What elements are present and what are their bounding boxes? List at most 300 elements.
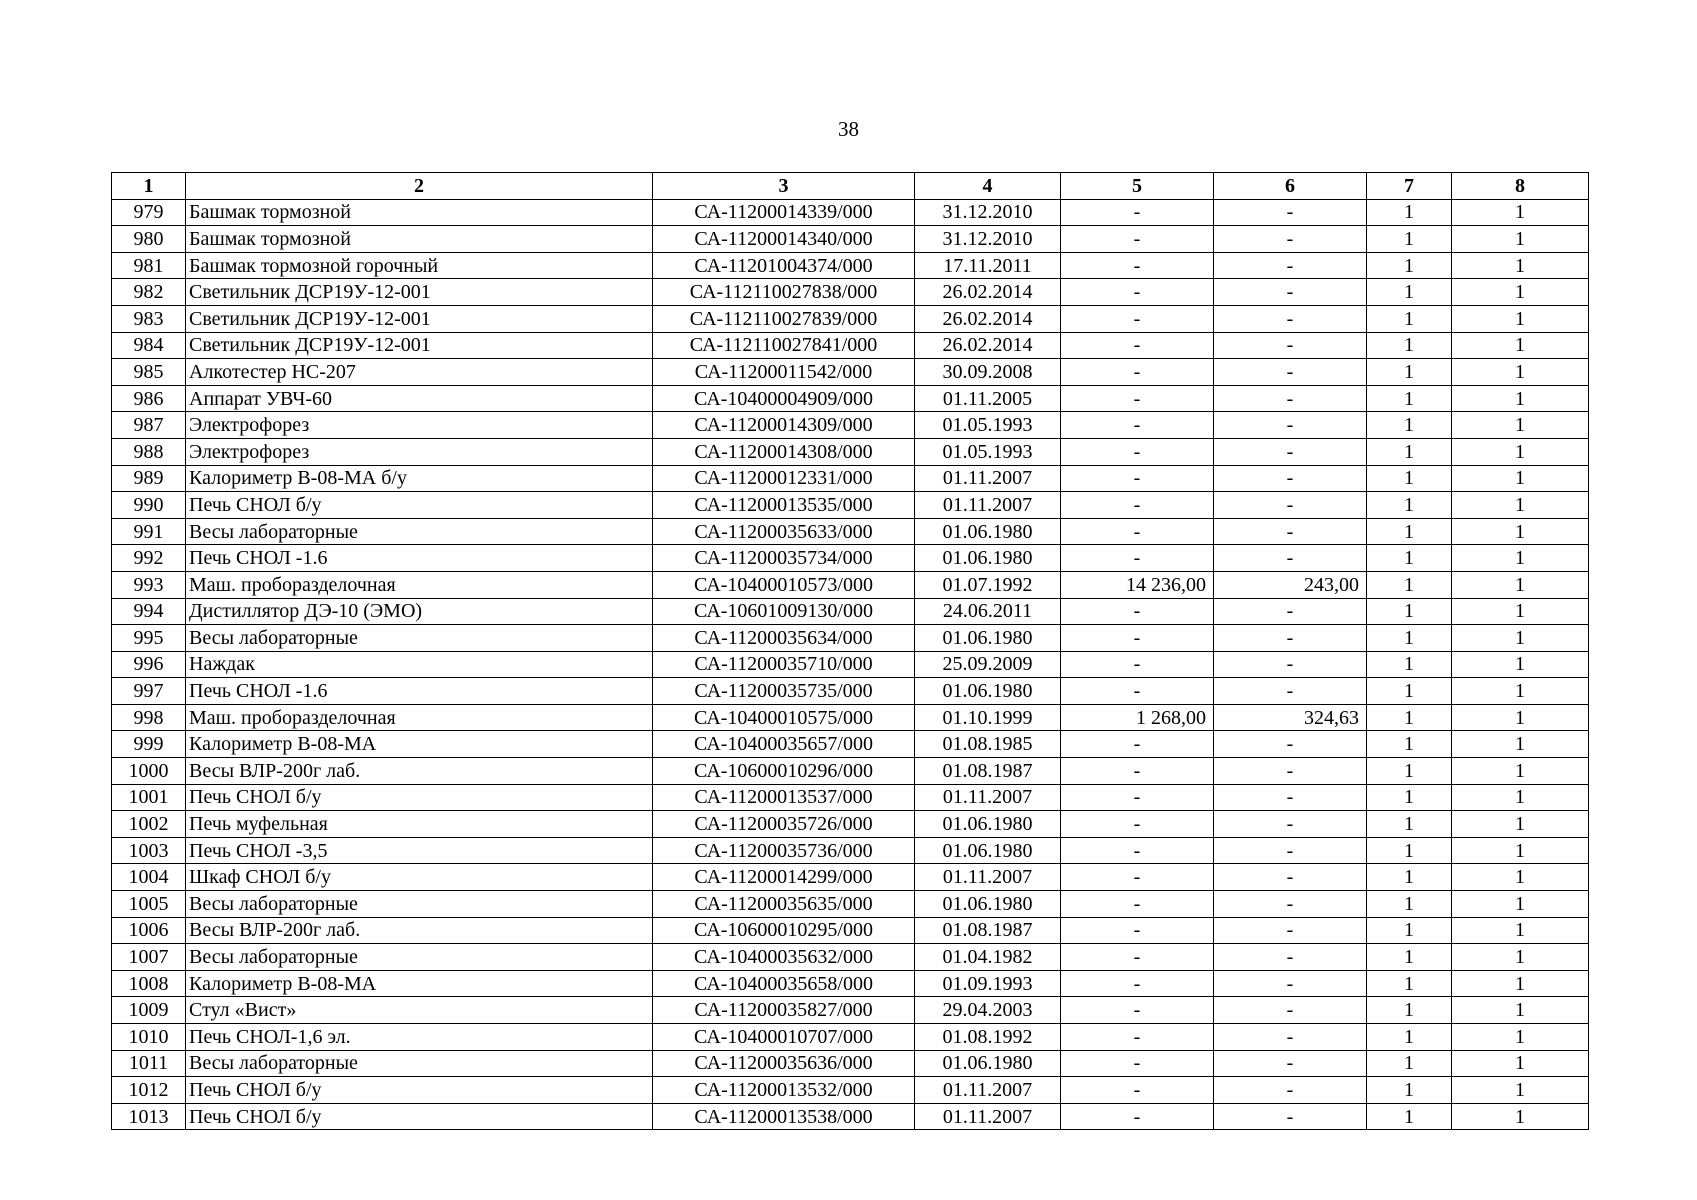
inventory-code-cell: СА-10400035658/000 [653, 970, 915, 997]
inventory-code-cell: СА-11200035734/000 [653, 545, 915, 572]
date-cell: 01.06.1980 [915, 545, 1061, 572]
value-cell: - [1214, 1024, 1367, 1051]
item-name-cell: Маш. проборазделочная [186, 704, 653, 731]
date-cell: 26.02.2014 [915, 332, 1061, 359]
table-row [112, 545, 1589, 572]
value-cell: - [1214, 545, 1367, 572]
value-cell: - [1214, 279, 1367, 306]
quantity-cell: 1 [1367, 571, 1452, 598]
table-row [112, 1024, 1589, 1051]
value-cell: - [1214, 651, 1367, 678]
item-name-cell: Печь СНОЛ -3,5 [186, 837, 653, 864]
quantity-cell: 1 [1452, 731, 1589, 758]
date-cell: 01.11.2007 [915, 1077, 1061, 1104]
date-cell: 30.09.2008 [915, 359, 1061, 386]
table-row [112, 651, 1589, 678]
row-number-cell: 992 [112, 545, 186, 572]
item-name-cell: Весы лабораторные [186, 891, 653, 918]
value-cell: - [1061, 199, 1214, 226]
date-cell: 31.12.2010 [915, 226, 1061, 253]
item-name-cell: Весы лабораторные [186, 1050, 653, 1077]
value-cell: - [1061, 438, 1214, 465]
item-name-cell: Калориметр В-08-МА б/у [186, 465, 653, 492]
quantity-cell: 1 [1367, 970, 1452, 997]
quantity-cell: 1 [1452, 332, 1589, 359]
item-name-cell: Светильник ДСР19У-12-001 [186, 332, 653, 359]
inventory-code-cell: СА-11200035710/000 [653, 651, 915, 678]
date-cell: 01.10.1999 [915, 704, 1061, 731]
item-name-cell: Калориметр В-08-МА [186, 970, 653, 997]
quantity-cell: 1 [1367, 465, 1452, 492]
item-name-cell: Весы лабораторные [186, 944, 653, 971]
value-cell: - [1061, 864, 1214, 891]
inventory-code-cell: СА-10400004909/000 [653, 385, 915, 412]
row-number-cell: 985 [112, 359, 186, 386]
quantity-cell: 1 [1367, 678, 1452, 705]
quantity-cell: 1 [1367, 438, 1452, 465]
row-number-cell: 997 [112, 678, 186, 705]
value-cell: - [1214, 359, 1367, 386]
value-cell: - [1061, 917, 1214, 944]
table-row [112, 305, 1589, 332]
quantity-cell: 1 [1452, 385, 1589, 412]
row-number-cell: 1001 [112, 784, 186, 811]
table-row [112, 837, 1589, 864]
table-row [112, 385, 1589, 412]
quantity-cell: 1 [1367, 625, 1452, 652]
quantity-cell: 1 [1452, 359, 1589, 386]
quantity-cell: 1 [1367, 332, 1452, 359]
column-header: 3 [653, 173, 915, 200]
item-name-cell: Стул «Вист» [186, 997, 653, 1024]
table-row [112, 252, 1589, 279]
date-cell: 01.06.1980 [915, 518, 1061, 545]
value-cell: - [1061, 944, 1214, 971]
quantity-cell: 1 [1452, 465, 1589, 492]
date-cell: 01.05.1993 [915, 412, 1061, 439]
date-cell: 01.11.2007 [915, 1103, 1061, 1130]
value-cell: - [1061, 492, 1214, 519]
row-number-cell: 1005 [112, 891, 186, 918]
quantity-cell: 1 [1452, 492, 1589, 519]
row-number-cell: 979 [112, 199, 186, 226]
row-number-cell: 990 [112, 492, 186, 519]
table-row [112, 412, 1589, 439]
inventory-code-cell: СА-11200011542/000 [653, 359, 915, 386]
quantity-cell: 1 [1367, 837, 1452, 864]
row-number-cell: 1002 [112, 811, 186, 838]
value-cell: - [1214, 678, 1367, 705]
date-cell: 01.08.1987 [915, 758, 1061, 785]
item-name-cell: Весы лабораторные [186, 518, 653, 545]
value-cell: - [1061, 1024, 1214, 1051]
value-cell: - [1061, 1103, 1214, 1130]
date-cell: 01.06.1980 [915, 678, 1061, 705]
inventory-code-cell: СА-10400010573/000 [653, 571, 915, 598]
inventory-code-cell: СА-11200014340/000 [653, 226, 915, 253]
quantity-cell: 1 [1367, 252, 1452, 279]
inventory-code-cell: СА-10400010707/000 [653, 1024, 915, 1051]
row-number-cell: 994 [112, 598, 186, 625]
value-cell: - [1061, 997, 1214, 1024]
quantity-cell: 1 [1452, 305, 1589, 332]
date-cell: 01.08.1987 [915, 917, 1061, 944]
quantity-cell: 1 [1367, 891, 1452, 918]
column-header: 7 [1367, 173, 1452, 200]
column-header: 2 [186, 173, 653, 200]
table-header-row [112, 173, 1589, 200]
table-row [112, 332, 1589, 359]
value-cell: - [1061, 784, 1214, 811]
date-cell: 01.09.1993 [915, 970, 1061, 997]
inventory-table [111, 172, 1589, 1130]
table-row [112, 784, 1589, 811]
date-cell: 01.06.1980 [915, 1050, 1061, 1077]
row-number-cell: 998 [112, 704, 186, 731]
quantity-cell: 1 [1452, 199, 1589, 226]
table-row [112, 970, 1589, 997]
quantity-cell: 1 [1452, 518, 1589, 545]
quantity-cell: 1 [1367, 1077, 1452, 1104]
value-cell: - [1061, 811, 1214, 838]
inventory-code-cell: СА-11201004374/000 [653, 252, 915, 279]
item-name-cell: Печь СНОЛ-1,6 эл. [186, 1024, 653, 1051]
date-cell: 01.06.1980 [915, 837, 1061, 864]
value-cell: - [1061, 518, 1214, 545]
row-number-cell: 1000 [112, 758, 186, 785]
value-cell: - [1061, 1077, 1214, 1104]
item-name-cell: Наждак [186, 651, 653, 678]
date-cell: 01.11.2007 [915, 465, 1061, 492]
value-cell: - [1214, 385, 1367, 412]
value-cell: - [1214, 492, 1367, 519]
value-cell: - [1214, 970, 1367, 997]
value-cell: - [1214, 332, 1367, 359]
inventory-code-cell: СА-112110027841/000 [653, 332, 915, 359]
value-cell: - [1061, 625, 1214, 652]
quantity-cell: 1 [1367, 1024, 1452, 1051]
date-cell: 01.11.2007 [915, 864, 1061, 891]
date-cell: 01.06.1980 [915, 811, 1061, 838]
date-cell: 01.11.2007 [915, 784, 1061, 811]
value-cell: - [1214, 944, 1367, 971]
value-cell: - [1214, 1103, 1367, 1130]
date-cell: 17.11.2011 [915, 252, 1061, 279]
quantity-cell: 1 [1367, 1103, 1452, 1130]
quantity-cell: 1 [1367, 811, 1452, 838]
date-cell: 01.06.1980 [915, 625, 1061, 652]
row-number-cell: 986 [112, 385, 186, 412]
inventory-code-cell: СА-11200013537/000 [653, 784, 915, 811]
quantity-cell: 1 [1367, 359, 1452, 386]
row-number-cell: 987 [112, 412, 186, 439]
row-number-cell: 1007 [112, 944, 186, 971]
item-name-cell: Печь муфельная [186, 811, 653, 838]
value-cell: - [1061, 305, 1214, 332]
row-number-cell: 984 [112, 332, 186, 359]
item-name-cell: Башмак тормозной горочный [186, 252, 653, 279]
value-cell: - [1214, 1050, 1367, 1077]
table-row [112, 864, 1589, 891]
table-row [112, 625, 1589, 652]
row-number-cell: 1003 [112, 837, 186, 864]
table-row [112, 226, 1589, 253]
table-row [112, 944, 1589, 971]
item-name-cell: Печь СНОЛ б/у [186, 1077, 653, 1104]
item-name-cell: Печь СНОЛ б/у [186, 784, 653, 811]
item-name-cell: Печь СНОЛ б/у [186, 1103, 653, 1130]
value-cell: - [1061, 385, 1214, 412]
quantity-cell: 1 [1452, 598, 1589, 625]
item-name-cell: Маш. проборазделочная [186, 571, 653, 598]
inventory-code-cell: СА-11200035726/000 [653, 811, 915, 838]
value-cell: - [1061, 545, 1214, 572]
value-cell: - [1061, 252, 1214, 279]
table-row [112, 598, 1589, 625]
row-number-cell: 991 [112, 518, 186, 545]
row-number-cell: 981 [112, 252, 186, 279]
inventory-code-cell: СА-11200013535/000 [653, 492, 915, 519]
quantity-cell: 1 [1367, 944, 1452, 971]
row-number-cell: 1011 [112, 1050, 186, 1077]
inventory-code-cell: СА-11200014309/000 [653, 412, 915, 439]
quantity-cell: 1 [1452, 917, 1589, 944]
value-cell: - [1214, 864, 1367, 891]
date-cell: 26.02.2014 [915, 279, 1061, 306]
inventory-code-cell: СА-112110027838/000 [653, 279, 915, 306]
inventory-code-cell: СА-10600010296/000 [653, 758, 915, 785]
quantity-cell: 1 [1367, 731, 1452, 758]
quantity-cell: 1 [1452, 545, 1589, 572]
table-row [112, 1050, 1589, 1077]
inventory-code-cell: СА-11200035827/000 [653, 997, 915, 1024]
column-header: 4 [915, 173, 1061, 200]
quantity-cell: 1 [1452, 970, 1589, 997]
value-cell: - [1061, 359, 1214, 386]
value-cell: 1 268,00 [1061, 704, 1214, 731]
inventory-code-cell: СА-10400035657/000 [653, 731, 915, 758]
value-cell: - [1061, 837, 1214, 864]
inventory-code-cell: СА-11200013538/000 [653, 1103, 915, 1130]
item-name-cell: Светильник ДСР19У-12-001 [186, 279, 653, 306]
quantity-cell: 1 [1367, 864, 1452, 891]
date-cell: 29.04.2003 [915, 997, 1061, 1024]
inventory-code-cell: СА-112110027839/000 [653, 305, 915, 332]
quantity-cell: 1 [1452, 758, 1589, 785]
row-number-cell: 999 [112, 731, 186, 758]
column-header: 5 [1061, 173, 1214, 200]
quantity-cell: 1 [1367, 545, 1452, 572]
value-cell: - [1061, 1050, 1214, 1077]
value-cell: - [1061, 731, 1214, 758]
table-row [112, 997, 1589, 1024]
quantity-cell: 1 [1452, 1024, 1589, 1051]
value-cell: - [1214, 811, 1367, 838]
table-row [112, 571, 1589, 598]
quantity-cell: 1 [1367, 704, 1452, 731]
table-row [112, 359, 1589, 386]
item-name-cell: Весы ВЛР-200г лаб. [186, 758, 653, 785]
date-cell: 31.12.2010 [915, 199, 1061, 226]
quantity-cell: 1 [1367, 997, 1452, 1024]
quantity-cell: 1 [1452, 1103, 1589, 1130]
row-number-cell: 1009 [112, 997, 186, 1024]
date-cell: 01.07.1992 [915, 571, 1061, 598]
inventory-code-cell: СА-11200035635/000 [653, 891, 915, 918]
value-cell: - [1061, 412, 1214, 439]
value-cell: - [1061, 970, 1214, 997]
row-number-cell: 1012 [112, 1077, 186, 1104]
value-cell: - [1214, 758, 1367, 785]
row-number-cell: 996 [112, 651, 186, 678]
row-number-cell: 989 [112, 465, 186, 492]
value-cell: 243,00 [1214, 571, 1367, 598]
value-cell: - [1214, 917, 1367, 944]
quantity-cell: 1 [1452, 811, 1589, 838]
inventory-code-cell: СА-11200035633/000 [653, 518, 915, 545]
value-cell: - [1061, 226, 1214, 253]
item-name-cell: Печь СНОЛ -1.6 [186, 678, 653, 705]
value-cell: - [1214, 837, 1367, 864]
quantity-cell: 1 [1367, 518, 1452, 545]
table-row [112, 1077, 1589, 1104]
quantity-cell: 1 [1452, 891, 1589, 918]
inventory-code-cell: СА-11200035634/000 [653, 625, 915, 652]
quantity-cell: 1 [1367, 1050, 1452, 1077]
table-row [112, 1103, 1589, 1130]
row-number-cell: 988 [112, 438, 186, 465]
value-cell: - [1061, 465, 1214, 492]
row-number-cell: 1010 [112, 1024, 186, 1051]
table-row [112, 465, 1589, 492]
table-row [112, 279, 1589, 306]
inventory-code-cell: СА-10601009130/000 [653, 598, 915, 625]
value-cell: - [1061, 279, 1214, 306]
table-row [112, 811, 1589, 838]
quantity-cell: 1 [1452, 438, 1589, 465]
quantity-cell: 1 [1367, 199, 1452, 226]
inventory-code-cell: СА-11200035735/000 [653, 678, 915, 705]
value-cell: - [1061, 678, 1214, 705]
row-number-cell: 983 [112, 305, 186, 332]
date-cell: 25.09.2009 [915, 651, 1061, 678]
row-number-cell: 1013 [112, 1103, 186, 1130]
table-row [112, 917, 1589, 944]
inventory-code-cell: СА-11200014339/000 [653, 199, 915, 226]
item-name-cell: Светильник ДСР19У-12-001 [186, 305, 653, 332]
row-number-cell: 980 [112, 226, 186, 253]
item-name-cell: Калориметр В-08-МА [186, 731, 653, 758]
date-cell: 01.05.1993 [915, 438, 1061, 465]
inventory-code-cell: СА-11200035736/000 [653, 837, 915, 864]
quantity-cell: 1 [1452, 279, 1589, 306]
table-row [112, 678, 1589, 705]
inventory-code-cell: СА-11200014299/000 [653, 864, 915, 891]
value-cell: - [1214, 518, 1367, 545]
quantity-cell: 1 [1452, 625, 1589, 652]
quantity-cell: 1 [1452, 704, 1589, 731]
row-number-cell: 1004 [112, 864, 186, 891]
table-row [112, 199, 1589, 226]
row-number-cell: 1008 [112, 970, 186, 997]
item-name-cell: Электрофорез [186, 412, 653, 439]
quantity-cell: 1 [1367, 492, 1452, 519]
value-cell: - [1214, 625, 1367, 652]
date-cell: 01.08.1992 [915, 1024, 1061, 1051]
quantity-cell: 1 [1367, 385, 1452, 412]
value-cell: - [1214, 1077, 1367, 1104]
value-cell: 14 236,00 [1061, 571, 1214, 598]
value-cell: - [1061, 332, 1214, 359]
value-cell: - [1214, 731, 1367, 758]
quantity-cell: 1 [1452, 997, 1589, 1024]
inventory-code-cell: СА-10400035632/000 [653, 944, 915, 971]
table-row [112, 518, 1589, 545]
item-name-cell: Алкотестер НС-207 [186, 359, 653, 386]
date-cell: 24.06.2011 [915, 598, 1061, 625]
table-row [112, 758, 1589, 785]
quantity-cell: 1 [1452, 864, 1589, 891]
item-name-cell: Дистиллятор ДЭ-10 (ЭМО) [186, 598, 653, 625]
value-cell: - [1214, 199, 1367, 226]
page-number: 38 [838, 117, 859, 141]
table-row [112, 731, 1589, 758]
quantity-cell: 1 [1452, 1050, 1589, 1077]
table-row [112, 492, 1589, 519]
value-cell: - [1214, 598, 1367, 625]
inventory-code-cell: СА-11200014308/000 [653, 438, 915, 465]
date-cell: 01.06.1980 [915, 891, 1061, 918]
item-name-cell: Весы ВЛР-200г лаб. [186, 917, 653, 944]
quantity-cell: 1 [1452, 252, 1589, 279]
item-name-cell: Электрофорез [186, 438, 653, 465]
table-row [112, 438, 1589, 465]
value-cell: - [1214, 997, 1367, 1024]
value-cell: - [1214, 226, 1367, 253]
date-cell: 26.02.2014 [915, 305, 1061, 332]
row-number-cell: 995 [112, 625, 186, 652]
quantity-cell: 1 [1367, 412, 1452, 439]
table-row [112, 891, 1589, 918]
quantity-cell: 1 [1452, 678, 1589, 705]
item-name-cell: Аппарат УВЧ-60 [186, 385, 653, 412]
row-number-cell: 982 [112, 279, 186, 306]
quantity-cell: 1 [1367, 917, 1452, 944]
value-cell: 324,63 [1214, 704, 1367, 731]
value-cell: - [1214, 305, 1367, 332]
value-cell: - [1214, 438, 1367, 465]
inventory-code-cell: СА-11200035636/000 [653, 1050, 915, 1077]
item-name-cell: Печь СНОЛ б/у [186, 492, 653, 519]
date-cell: 01.11.2005 [915, 385, 1061, 412]
quantity-cell: 1 [1367, 305, 1452, 332]
date-cell: 01.08.1985 [915, 731, 1061, 758]
value-cell: - [1214, 412, 1367, 439]
item-name-cell: Башмак тормозной [186, 226, 653, 253]
column-header: 6 [1214, 173, 1367, 200]
inventory-code-cell: СА-10400010575/000 [653, 704, 915, 731]
inventory-code-cell: СА-10600010295/000 [653, 917, 915, 944]
quantity-cell: 1 [1452, 837, 1589, 864]
column-header: 1 [112, 173, 186, 200]
value-cell: - [1061, 891, 1214, 918]
value-cell: - [1214, 784, 1367, 811]
inventory-code-cell: СА-11200013532/000 [653, 1077, 915, 1104]
quantity-cell: 1 [1452, 226, 1589, 253]
quantity-cell: 1 [1452, 651, 1589, 678]
item-name-cell: Печь СНОЛ -1.6 [186, 545, 653, 572]
item-name-cell: Шкаф СНОЛ б/у [186, 864, 653, 891]
